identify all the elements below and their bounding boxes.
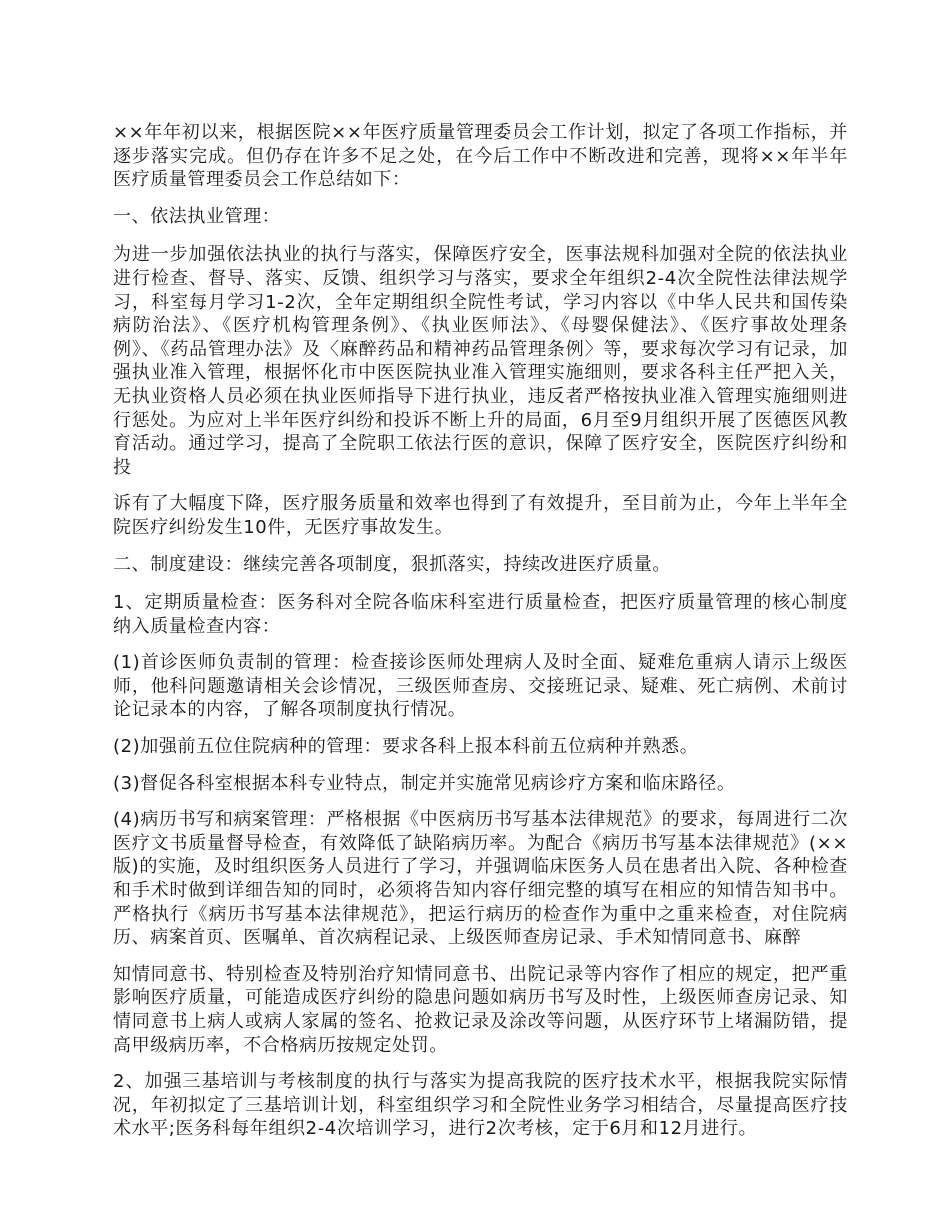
quality-inspection-paragraph: 1、定期质量检查：医务科对全院各临床科室进行质量检查，把医疗质量管理的核心制度纳入质量检查内容： bbox=[113, 592, 848, 637]
legal-practice-continuation-paragraph: 诉有了大幅度下降，医疗服务质量和效率也得到了有效提升，至目前为止，今年上半年全院医疗纠纷发生10件，无医疗事故发生。 bbox=[113, 493, 848, 538]
training-assessment-paragraph: 2、加强三基培训与考核制度的执行与落实为提高我院的医疗技术水平，根据我院实际情况，年初拟定了三基培训计划，科室组织学习和全院性业务学习相结合，尽量提高医疗技术水平;医务科每年组织2-4次培训学习，进行2次考核，定于6月和12月进行。 bbox=[113, 1071, 848, 1140]
medical-records-paragraph: (4)病历书写和病案管理：严格根据《中医病历书写基本法律规范》的要求，每周进行二次医疗文书质量督导检查，有效降低了缺陷病历率。为配合《病历书写基本法律规范》(××版)的实施，及时组织医务人员进行了学习，并强调临床医务人员在患者出入院、各种检查和手术时做到详细告知的同时，必须将告知内容仔细完整的填写在相应的知情告知书中。严格执行《病历书写基本法律规范》，把运行病历的检查作为重中之重来检查，对住院病历、病案首页、医嘱单、首次病程记录、上级医师查房记录、手术知情同意书、麻醉 bbox=[113, 809, 848, 949]
document-body bbox=[113, 121, 848, 1154]
legal-practice-paragraph: 为进一步加强依法执业的执行与落实，保障医疗安全，医事法规科加强对全院的依法执业进行检查、督导、落实、反馈、组织学习与落实，要求全年组织2-4次全院性法律法规学习，科室每月学习1-2次，全年定期组织全院性考试，学习内容以《中华人民共和国传染病防治法》、《医疗机构管理条例》、《执业医师法》、《母婴保健法》、《医疗事故处理条例》、《药品管理办法》及〈麻醉药品和精神药品管理条例〉等，要求每次学习有记录，加强执业准入管理，根据怀化市中医医院执业准入管理实施细则，要求各科主任严把入关，无执业资格人员必须在执业医师指导下进行执业，违反者严格按执业准入管理实施细则进行惩处。为应对上半年医疗纠纷和投诉不断上升的局面，6月至9月组织开展了医德医风教育活动。通过学习，提高了全院职工依法行医的意识，保障了医疗安全，医院医疗纠纷和投 bbox=[113, 244, 848, 478]
section-heading-system-building: 二、制度建设：继续完善各项制度，狠抓落实，持续改进医疗质量。 bbox=[113, 553, 671, 575]
clinical-pathway-paragraph: (3)督促各科室根据本科专业特点，制定并实施常见病诊疗方案和临床路径。 bbox=[113, 772, 736, 794]
intro-paragraph: ××年年初以来，根据医院××年医疗质量管理委员会工作计划，拟定了各项工作指标，并逐步落实完成。但仍存在许多不足之处，在今后工作中不断改进和完善，现将××年半年医疗质量管理委员会工作总结如下： bbox=[113, 122, 848, 191]
medical-records-continuation-paragraph: 知情同意书、特别检查及特别治疗知情同意书、出院记录等内容作了相应的规定，把严重影响医疗质量，可能造成医疗纠纷的隐患问题如病历书写及时性，上级医师查房记录、知情同意书上病人或病人家属的签名、抢救记录及涂改等问题，从医疗环节上堵漏防错，提高甲级病历率，不合格病历按规定处罚。 bbox=[113, 963, 848, 1056]
first-visit-doctor-paragraph: (1)首诊医师负责制的管理：检查接诊医师处理病人及时全面、疑难危重病人请示上级医师，他科问题邀请相关会诊情况，三级医师查房、交接班记录、疑难、死亡病例、术前讨论记录本的内容，了解各项制度执行情况。 bbox=[113, 652, 848, 721]
top-five-diseases-paragraph: (2)加强前五位住院病种的管理：要求各科上报本科前五位病种并熟悉。 bbox=[113, 736, 699, 758]
section-heading-legal-practice: 一、依法执业管理： bbox=[113, 205, 281, 227]
